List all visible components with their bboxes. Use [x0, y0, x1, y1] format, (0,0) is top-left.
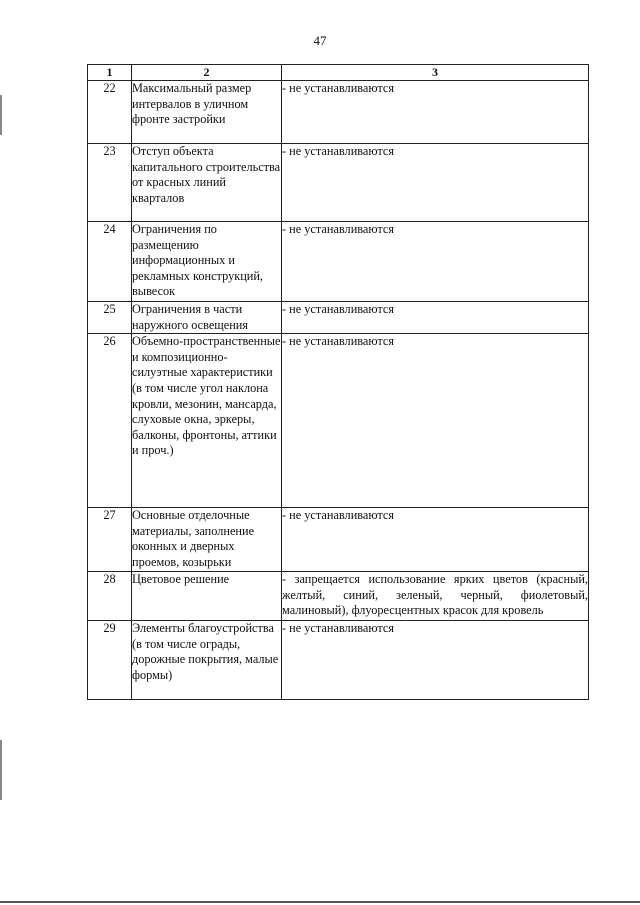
parameter-name: Отступ объекта капитального строительства от красных линий кварталов [132, 144, 282, 222]
parameter-value: - не устанавливаются [282, 621, 589, 700]
parameter-value: - не устанавливаются [282, 144, 589, 222]
row-number: 24 [88, 222, 132, 302]
row-number: 25 [88, 302, 132, 334]
row-number: 22 [88, 81, 132, 144]
parameter-value: - запрещается использование ярких цветов (красный, желтый, синий, зеленый, черный, фиолетовый, малиновый), флуоресцентных красок для кровель [282, 572, 589, 621]
parameter-value: - не устанавливаются [282, 81, 589, 144]
table-row [88, 302, 589, 334]
row-number: 29 [88, 621, 132, 700]
table-row [88, 572, 589, 621]
table-row [88, 81, 589, 144]
scan-edge-mark [0, 740, 2, 800]
parameter-name: Ограничения в части наружного освещения [132, 302, 282, 334]
parameter-value: - не устанавливаются [282, 334, 589, 508]
table-row [88, 222, 589, 302]
page-number: 47 [313, 33, 327, 48]
parameter-name: Максимальный размер интервалов в уличном фронте застройки [132, 81, 282, 144]
table-row [88, 621, 589, 700]
parameter-name: Цветовое решение [132, 572, 282, 621]
row-number: 26 [88, 334, 132, 508]
scan-edge-mark [0, 95, 2, 135]
table-row [88, 508, 589, 572]
parameter-value: - не устанавливаются [282, 508, 589, 572]
parameter-name: Ограничения по размещению информационных и рекламных конструкций, вывесок [132, 222, 282, 302]
parameter-name: Основные отделочные материалы, заполнение оконных и дверных проемов, козырьки [132, 508, 282, 572]
parameter-name: Объемно-пространственные и композиционно-силуэтные характеристики (в том числе угол наклона кровли, мезонин, мансарда, слуховые окна, эркеры, балконы, фронтоны, аттики и проч.) [132, 334, 282, 508]
regulations-table [87, 64, 589, 700]
table-row [88, 144, 589, 222]
table-row [88, 334, 589, 508]
parameter-value: - не устанавливаются [282, 302, 589, 334]
scan-bottom-edge [0, 901, 640, 903]
column-header-1: 1 [88, 65, 132, 81]
column-header-2: 2 [132, 65, 282, 81]
table-header-row [88, 65, 589, 81]
parameter-name: Элементы благоустройства (в том числе ограды, дорожные покрытия, малые формы) [132, 621, 282, 700]
row-number: 27 [88, 508, 132, 572]
row-number: 23 [88, 144, 132, 222]
parameter-value: - не устанавливаются [282, 222, 589, 302]
column-header-3: 3 [282, 65, 589, 81]
row-number: 28 [88, 572, 132, 621]
